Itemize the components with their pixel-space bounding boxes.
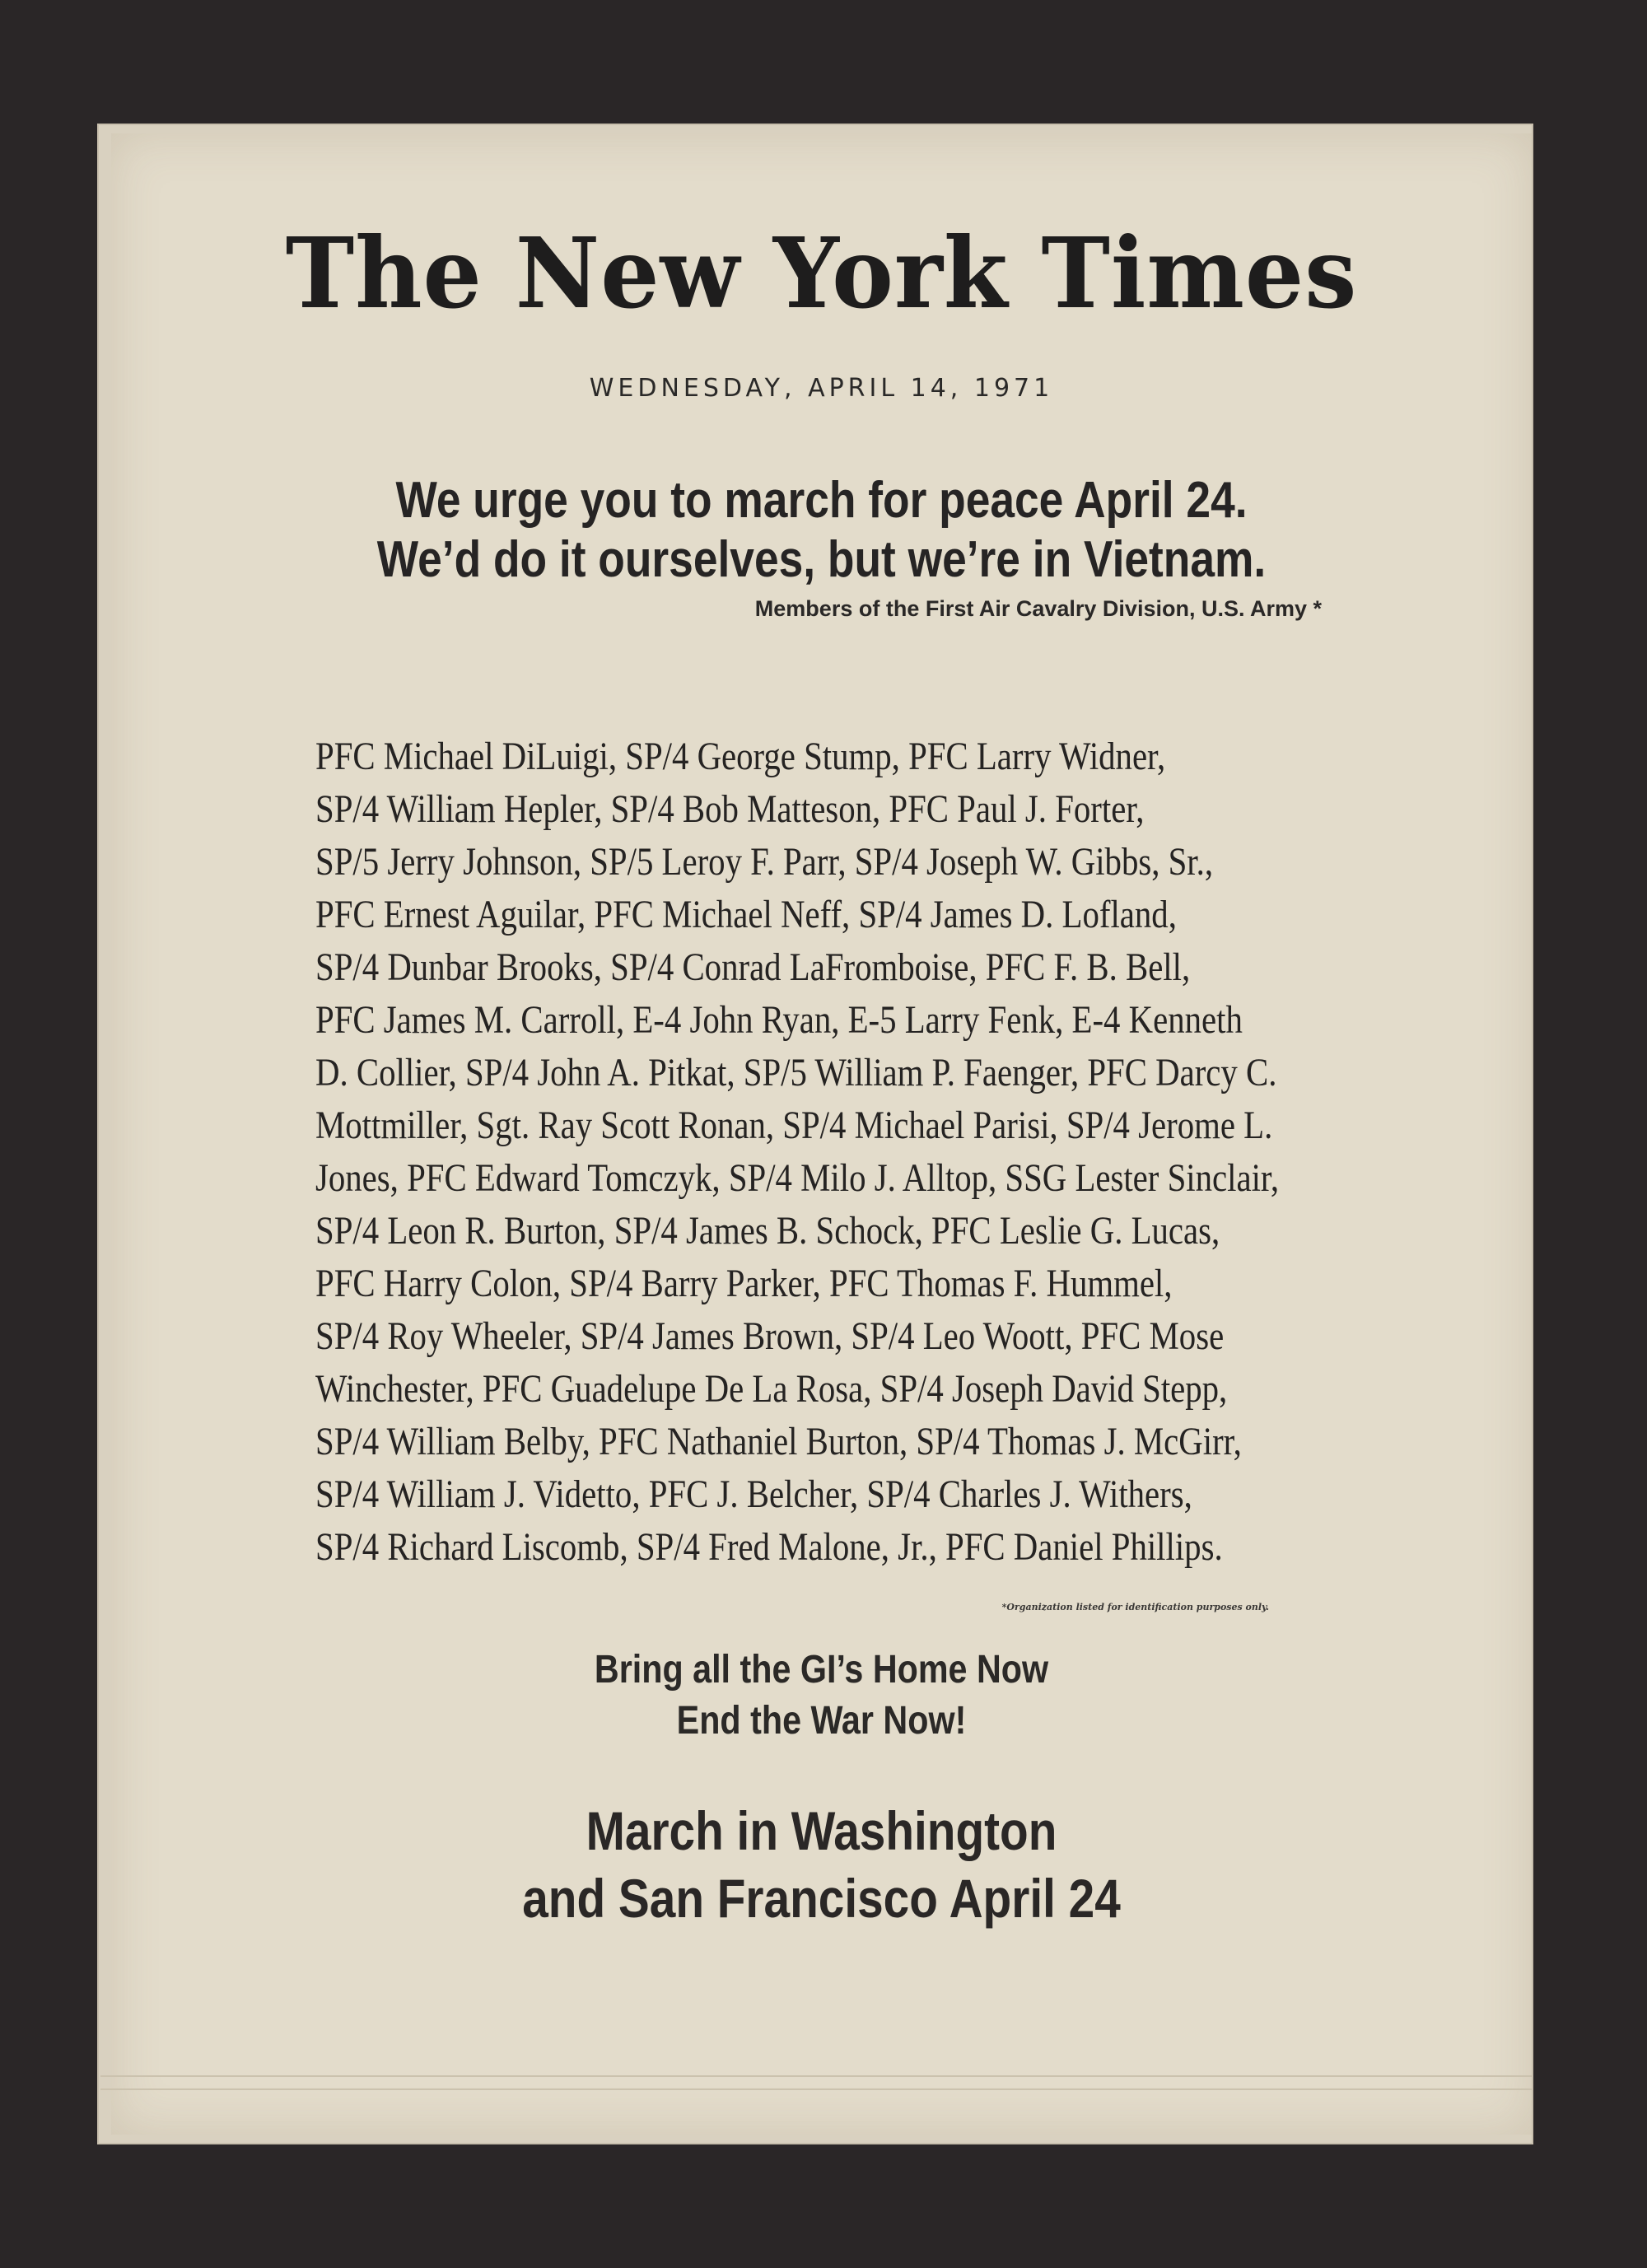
paper-fold-edge bbox=[100, 2075, 1532, 2090]
names-line: PFC Michael DiLuigi, SP/4 George Stump, PFC Larry Widner, bbox=[315, 735, 1166, 778]
names-line: Mottmiller, Sgt. Ray Scott Ronan, SP/4 Michael Parisi, SP/4 Jerome L. bbox=[315, 1104, 1273, 1147]
names-line: SP/4 William Belby, PFC Nathaniel Burton, SP/4 Thomas J. McGirr, bbox=[315, 1420, 1242, 1463]
names-line: PFC Ernest Aguilar, PFC Michael Neff, SP/4 James D. Lofland, bbox=[315, 893, 1177, 936]
slogan bbox=[111, 1645, 1532, 1747]
slogan-line-1: Bring all the GI’s Home Now bbox=[594, 1648, 1049, 1692]
names-line: SP/4 William J. Videtto, PFC J. Belcher, SP/4 Charles J. Withers, bbox=[315, 1472, 1192, 1516]
names-line: PFC James M. Carroll, E-4 John Ryan, E-5 Larry Fenk, E-4 Kenneth bbox=[315, 998, 1243, 1042]
march-line-2: and San Francisco April 24 bbox=[522, 1868, 1121, 1929]
names-line: SP/4 Roy Wheeler, SP/4 James Brown, SP/4 Leo Woott, PFC Mose bbox=[315, 1314, 1225, 1358]
names-line: SP/4 Dunbar Brooks, SP/4 Conrad LaFromboise, PFC F. B. Bell, bbox=[315, 945, 1191, 989]
headline-line-1: We urge you to march for peace April 24. bbox=[395, 472, 1248, 529]
names-line: Winchester, PFC Guadelupe De La Rosa, SP/4 Joseph David Stepp, bbox=[315, 1367, 1228, 1411]
masthead-logo: The New York Times bbox=[285, 216, 1358, 330]
attribution: Members of the First Air Cavalry Division, U.S. Army * bbox=[754, 596, 1322, 621]
headline bbox=[111, 471, 1532, 590]
dateline: WEDNESDAY, APRIL 14, 1971 bbox=[589, 374, 1054, 403]
names-line: SP/5 Jerry Johnson, SP/5 Leroy F. Parr, SP/4 Joseph W. Gibbs, Sr., bbox=[315, 840, 1214, 884]
march-line-1: March in Washington bbox=[586, 1800, 1057, 1861]
newspaper-page bbox=[111, 133, 1532, 2135]
names-line: Jones, PFC Edward Tomczyk, SP/4 Milo J. Alltop, SSG Lester Sinclair, bbox=[315, 1156, 1280, 1200]
names-line: D. Collier, SP/4 John A. Pitkat, SP/5 William P. Faenger, PFC Darcy C. bbox=[315, 1051, 1277, 1094]
names-line: PFC Harry Colon, SP/4 Barry Parker, PFC Thomas F. Hummel, bbox=[315, 1262, 1173, 1305]
names-line: SP/4 Richard Liscomb, SP/4 Fred Malone, Jr., PFC Daniel Phillips. bbox=[315, 1525, 1223, 1569]
headline-line-2: We’d do it ourselves, but we’re in Vietnam. bbox=[376, 531, 1267, 588]
slogan-line-2: End the War Now! bbox=[676, 1699, 967, 1743]
names-line: SP/4 Leon R. Burton, SP/4 James B. Schock, PFC Leslie G. Lucas, bbox=[315, 1209, 1220, 1253]
footnote: *Organization listed for identification purposes only. bbox=[1001, 1602, 1269, 1612]
names-line: SP/4 William Hepler, SP/4 Bob Matteson, PFC Paul J. Forter, bbox=[315, 787, 1145, 831]
names-list bbox=[315, 730, 1407, 1574]
march-announcement bbox=[111, 1797, 1532, 1932]
